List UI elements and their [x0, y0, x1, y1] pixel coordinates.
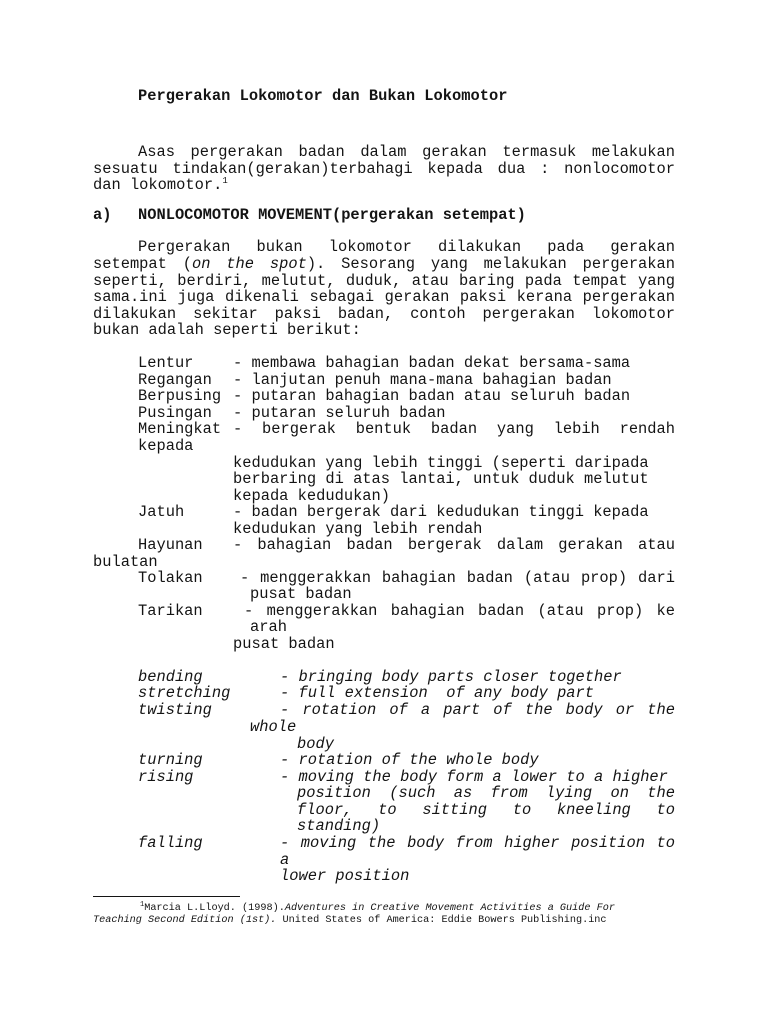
- movement-description-continuation: kepada: [138, 436, 194, 455]
- english-term: turning: [138, 750, 203, 769]
- paragraph-line: [93, 256, 675, 273]
- movement-description: - membawa bahagian badan dekat bersama-sama: [233, 353, 631, 372]
- footnote-reference: 1: [222, 175, 228, 186]
- english-term: stretching: [138, 683, 231, 702]
- footnote-author: Marcia L.Lloyd. (1998).: [144, 903, 285, 914]
- movement-term: Regangan: [138, 370, 212, 389]
- movement-description: - menggerakkan bahagian badan (atau prop) ke: [244, 601, 675, 620]
- paragraph-line: bukan adalah seperti berikut:: [93, 320, 361, 339]
- footnote-title: Teaching Second Edition (1st).: [93, 915, 277, 926]
- paragraph-text: setempat (: [93, 254, 192, 273]
- movement-description: - menggerakkan bahagian badan (atau prop) dari: [240, 568, 675, 587]
- intro-line: Asas pergerakan badan dalam gerakan termasuk melakukan: [138, 142, 675, 161]
- movement-term: Meningkat: [138, 419, 222, 438]
- english-description-continuation: body: [297, 734, 334, 753]
- intro-line: sesuatu tindakan(gerakan)terbahagi kepada dua : nonlocomotor: [93, 159, 675, 178]
- movement-term: Lentur: [138, 353, 194, 372]
- english-description-continuation: whole: [250, 717, 297, 736]
- footnote-line: [140, 903, 615, 915]
- english-description: - rotation of a part of the body or the: [280, 700, 675, 719]
- movement-description: - putaran bahagian badan atau seluruh badan: [233, 386, 631, 405]
- movement-description: - putaran seluruh badan: [233, 403, 446, 422]
- english-term: falling: [138, 833, 203, 852]
- english-description: - moving the body from higher position to: [280, 833, 675, 852]
- movement-description-continuation: arah: [250, 617, 287, 636]
- footnote-marker: 1: [140, 901, 145, 909]
- movement-description-continuation: berbaring di atas lantai, untuk duduk melutut: [233, 469, 649, 488]
- movement-description-continuation: pusat badan: [233, 634, 335, 653]
- english-description: - full extension of any body part: [280, 683, 595, 702]
- english-description-continuation: position (such as from lying on the: [297, 783, 675, 802]
- footnote-publisher: United States of America: Eddie Bowers Publishing.inc: [276, 915, 607, 926]
- english-term: twisting: [138, 700, 212, 719]
- movement-description-continuation: bulatan: [93, 552, 158, 571]
- english-description: - rotation of the whole body: [280, 750, 539, 769]
- english-description: - bringing body parts closer together: [280, 667, 622, 686]
- english-description-continuation: a: [280, 850, 290, 869]
- movement-description: - bahagian badan bergerak dalam gerakan atau: [233, 535, 675, 554]
- section-label: a): [93, 205, 112, 224]
- page-title: Pergerakan Lokomotor dan Bukan Lokomotor: [138, 86, 508, 105]
- paragraph-line: Pergerakan bukan lokomotor dilakukan pada gerakan: [138, 237, 675, 256]
- english-description: - moving the body form a lower to a higher: [280, 767, 668, 786]
- movement-description: - bergerak bentuk badan yang lebih rendah: [233, 419, 675, 438]
- english-description-continuation: lower position: [280, 866, 410, 885]
- english-term: bending: [138, 667, 203, 686]
- intro-line-text: dan lokomotor.: [93, 175, 223, 194]
- english-term: rising: [138, 767, 194, 786]
- footnote-separator: [93, 896, 240, 897]
- movement-description-continuation: kedudukan yang lebih tinggi (seperti daripada: [233, 453, 649, 472]
- paragraph-line: seperti, berdiri, melutut, duduk, atau baring pada tempat yang: [93, 271, 675, 290]
- movement-description-continuation: kepada kedudukan): [233, 486, 391, 505]
- movement-term: Pusingan: [138, 403, 212, 422]
- english-description-continuation: standing): [297, 816, 381, 835]
- movement-description: - lanjutan penuh mana-mana bahagian badan: [233, 370, 612, 389]
- footnote-title: Adventures in Creative Movement Activities a Guide For: [284, 903, 615, 914]
- english-description-continuation: floor, to sitting to kneeling to: [297, 800, 675, 819]
- movement-term: Berpusing: [138, 386, 222, 405]
- movement-description: - badan bergerak dari kedudukan tinggi kepada: [233, 502, 649, 521]
- movement-term: Hayunan: [138, 535, 203, 554]
- movement-term: Tolakan: [138, 568, 203, 587]
- paragraph-italic-text: on the spot: [191, 254, 307, 273]
- paragraph-text: ). Sesorang yang melakukan pergerakan: [306, 254, 675, 273]
- movement-description-continuation: kedudukan yang lebih rendah: [233, 519, 483, 538]
- movement-term: Tarikan: [138, 601, 203, 620]
- footnote-line: [93, 915, 607, 927]
- movement-term: Jatuh: [138, 502, 185, 521]
- paragraph-line: dilakukan sekitar paksi badan, contoh pergerakan lokomotor: [93, 304, 675, 323]
- movement-description-continuation: pusat badan: [250, 584, 352, 603]
- section-heading: NONLOCOMOTOR MOVEMENT(pergerakan setempat): [138, 205, 526, 224]
- paragraph-line: sama.ini juga dikenali sebagai gerakan paksi kerana pergerakan: [93, 287, 675, 306]
- intro-line: [93, 177, 228, 194]
